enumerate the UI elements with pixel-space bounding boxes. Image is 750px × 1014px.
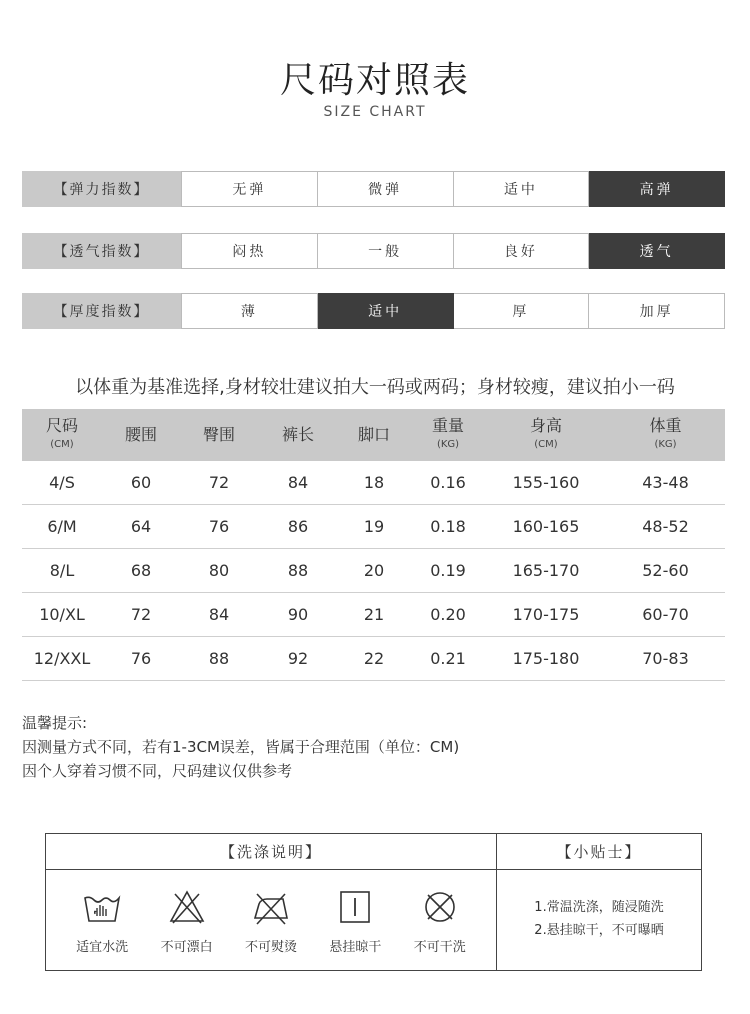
tips-title: 【小贴士】: [497, 834, 701, 870]
table-cell: 60: [102, 461, 180, 505]
table-cell: 70-83: [606, 637, 725, 681]
table-cell: 76: [180, 505, 258, 549]
hang-dry-icon: [335, 888, 375, 926]
table-cell: 72: [180, 461, 258, 505]
column-header: [486, 409, 606, 461]
table-cell: 60-70: [606, 593, 725, 637]
index-row: [22, 171, 725, 207]
table-cell: 22: [338, 637, 410, 681]
column-header-unit: (KG): [436, 438, 460, 450]
column-header-label: 体重: [649, 415, 682, 435]
table-cell: 84: [258, 461, 338, 505]
hand-wash-icon: [82, 888, 122, 926]
table-cell: 0.18: [410, 505, 486, 549]
column-header-label: 身高: [529, 415, 562, 435]
no-bleach-icon: [167, 888, 207, 926]
table-cell: 92: [258, 637, 338, 681]
table-row: [22, 505, 725, 549]
table-cell: 0.19: [410, 549, 486, 593]
table-cell: 68: [102, 549, 180, 593]
table-cell: 6/M: [22, 505, 102, 549]
care-label: 不可漂白: [160, 940, 213, 955]
size-advice-note: 以体重为基准选择,身材较壮建议拍大一码或两码；身材较瘦，建议拍小一码: [75, 377, 675, 398]
index-option: 透气: [589, 233, 725, 269]
table-cell: 8/L: [22, 549, 102, 593]
table-cell: 90: [258, 593, 338, 637]
wash-instructions: [46, 834, 497, 970]
care-item: [147, 888, 227, 955]
column-header-label: 腰围: [124, 425, 157, 444]
tip-item: 2.悬挂晾干，不可曝晒: [534, 923, 664, 938]
column-header: [258, 409, 338, 461]
column-header-label: 脚口: [357, 425, 390, 444]
index-option: 良好: [454, 233, 590, 269]
tips-line: 因个人穿着习惯不同，尺码建议仅供参考: [22, 762, 293, 780]
column-header: [102, 409, 180, 461]
care-label: 不可干洗: [413, 940, 466, 955]
index-option: 适中: [454, 171, 590, 207]
care-label: 适宜水洗: [76, 940, 129, 955]
index-option: 无弹: [181, 171, 318, 207]
table-cell: 170-175: [486, 593, 606, 637]
table-cell: 21: [338, 593, 410, 637]
care-label: 悬挂晾干: [329, 940, 382, 955]
table-cell: 0.21: [410, 637, 486, 681]
table-cell: 20: [338, 549, 410, 593]
table-cell: 175-180: [486, 637, 606, 681]
column-header: [180, 409, 258, 461]
care-item: [400, 888, 480, 955]
column-header: [606, 409, 725, 461]
table-cell: 48-52: [606, 505, 725, 549]
no-dry-clean-icon: [420, 888, 460, 926]
table-row: [22, 593, 725, 637]
tips-panel: [497, 834, 701, 970]
table-cell: 4/S: [22, 461, 102, 505]
index-option: 厚: [454, 293, 590, 329]
column-header: [338, 409, 410, 461]
table-cell: 19: [338, 505, 410, 549]
table-cell: 72: [102, 593, 180, 637]
index-option: 微弹: [318, 171, 454, 207]
wash-title: 【洗涤说明】: [46, 834, 496, 870]
table-row: [22, 637, 725, 681]
index-option: 加厚: [589, 293, 725, 329]
column-header-unit: (KG): [654, 438, 677, 450]
care-label: 不可熨烫: [244, 940, 297, 955]
column-header-unit: (CM): [50, 438, 74, 450]
column-header-label: 重量: [431, 415, 464, 435]
table-header-row: [22, 409, 725, 461]
index-row: [22, 293, 725, 329]
table-cell: 88: [258, 549, 338, 593]
care-box: [45, 833, 702, 971]
table-cell: 0.20: [410, 593, 486, 637]
page-title: 尺码对照表: [279, 60, 470, 101]
column-header: [22, 409, 102, 461]
table-cell: 52-60: [606, 549, 725, 593]
page-subtitle: SIZE CHART: [323, 104, 427, 120]
index-option: 闷热: [181, 233, 318, 269]
care-item: [62, 888, 142, 955]
table-cell: 84: [180, 593, 258, 637]
table-cell: 160-165: [486, 505, 606, 549]
index-option: 薄: [181, 293, 318, 329]
column-header-label: 裤长: [281, 425, 314, 444]
column-header-unit: (CM): [534, 438, 558, 450]
column-header-label: 臀围: [202, 425, 235, 444]
table-cell: 155-160: [486, 461, 606, 505]
index-label: 【透气指数】: [22, 233, 181, 269]
care-item: [315, 888, 395, 955]
index-option: 适中: [318, 293, 454, 329]
tips-heading: 温馨提示:: [22, 714, 88, 732]
table-cell: 80: [180, 549, 258, 593]
index-label: 【弹力指数】: [22, 171, 181, 207]
table-cell: 18: [338, 461, 410, 505]
index-label: 【厚度指数】: [22, 293, 181, 329]
table-cell: 43-48: [606, 461, 725, 505]
no-iron-icon: [251, 888, 291, 926]
care-item: [231, 888, 311, 955]
column-header-label: 尺码: [45, 415, 78, 435]
table-row: [22, 549, 725, 593]
table-cell: 10/XL: [22, 593, 102, 637]
index-option: 一般: [318, 233, 454, 269]
index-row: [22, 233, 725, 269]
tips-line: 因测量方式不同，若有1-3CM误差，皆属于合理范围（单位：CM): [22, 738, 460, 756]
size-table: [22, 409, 725, 681]
column-header: [410, 409, 486, 461]
table-cell: 88: [180, 637, 258, 681]
table-cell: 64: [102, 505, 180, 549]
table-cell: 0.16: [410, 461, 486, 505]
tips-block: [22, 711, 459, 783]
tip-item: 1.常温洗涤，随浸随洗: [534, 900, 664, 915]
table-row: [22, 461, 725, 505]
table-cell: 76: [102, 637, 180, 681]
table-cell: 86: [258, 505, 338, 549]
index-option: 高弹: [589, 171, 725, 207]
table-cell: 12/XXL: [22, 637, 102, 681]
table-cell: 165-170: [486, 549, 606, 593]
